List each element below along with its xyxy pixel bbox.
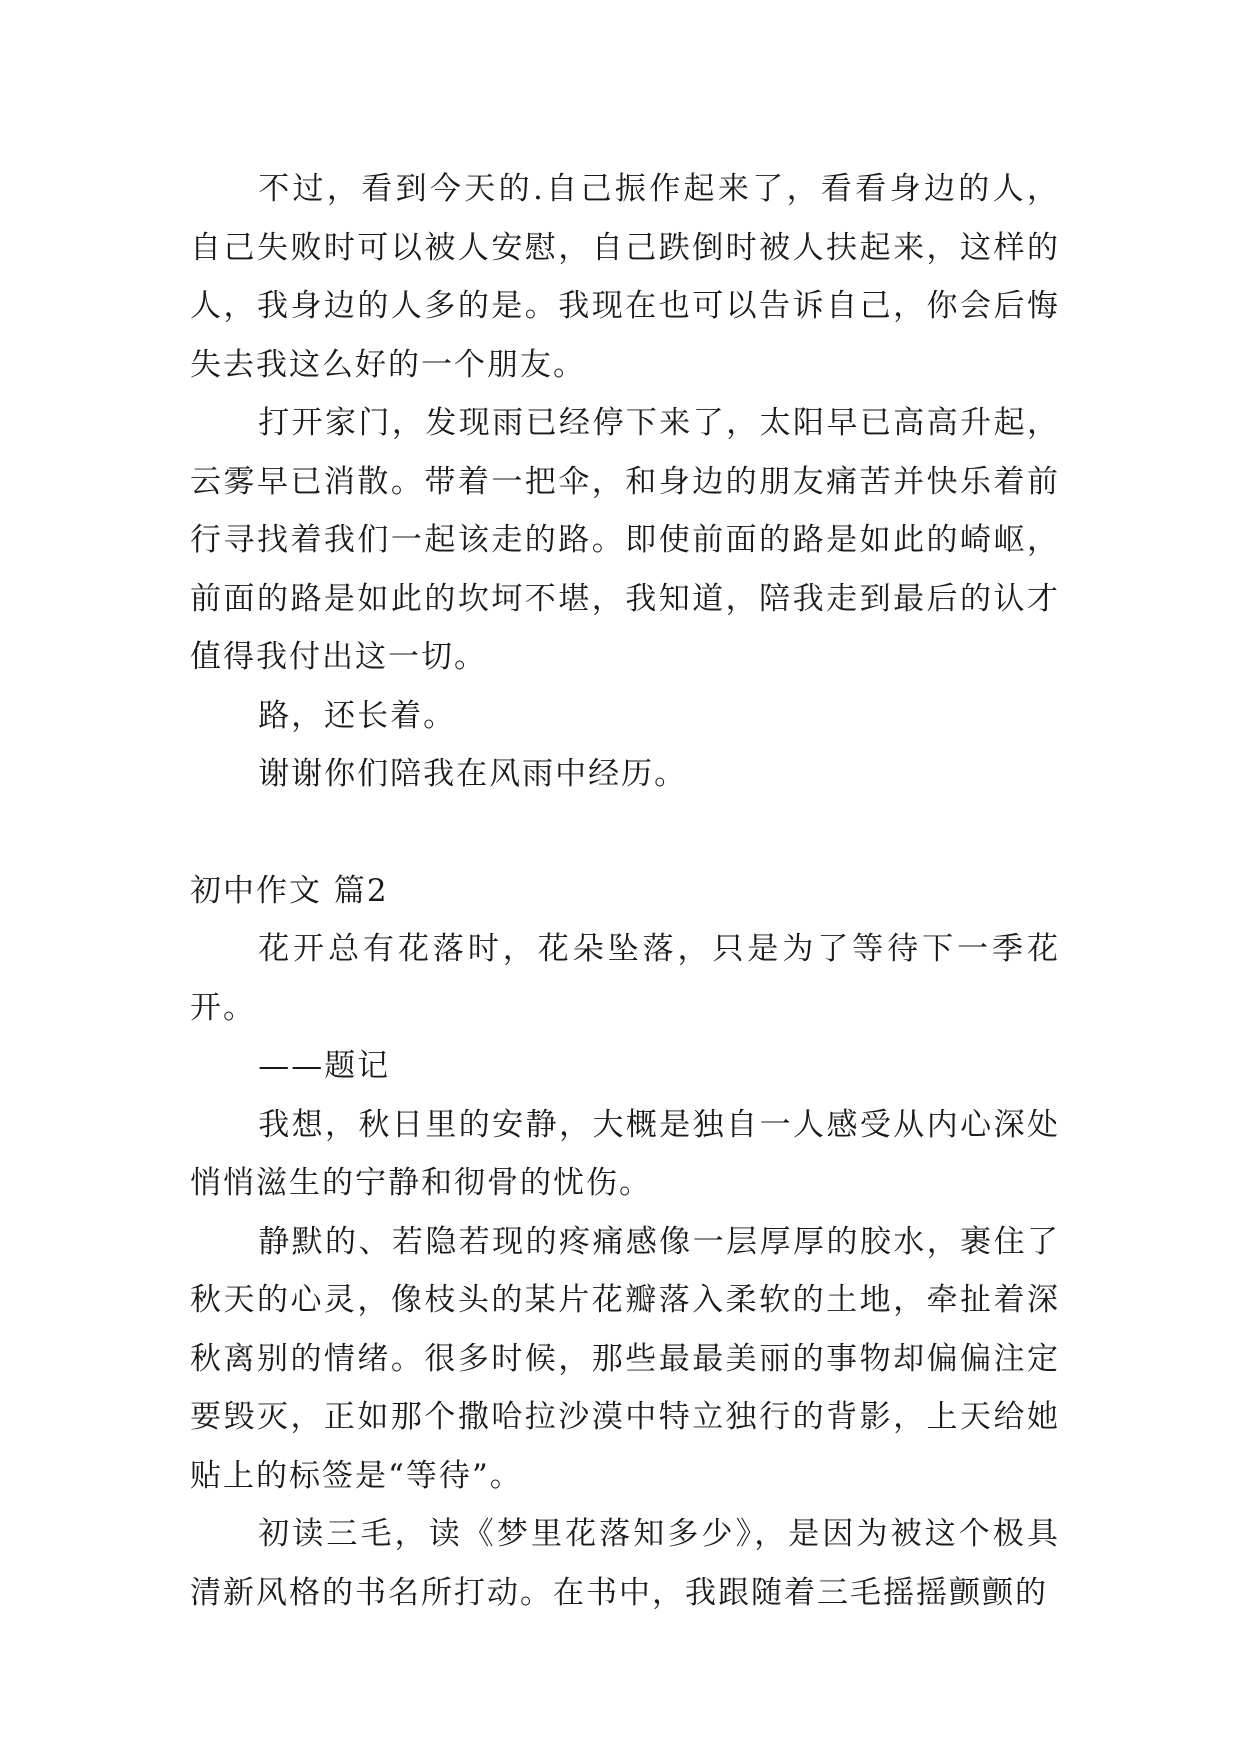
- paragraph: 花开总有花落时，花朵坠落，只是为了等待下一季花开。: [190, 931, 1060, 1026]
- article-body: [190, 160, 1060, 1622]
- paragraph: 静默的、若隐若现的疼痛感像一层厚厚的胶水，裹住了秋天的心灵，像枝头的某片花瓣落入柔软的土地，牵扯着深秋离别的情绪。很多时候，那些最最美丽的事物却偏偏注定要毁灭，正如那个撒哈拉沙漠中特立独行的背影，上天给她贴上的标签是“等待”。: [190, 1223, 1060, 1494]
- section-heading: 初中作文 篇2: [190, 872, 389, 909]
- paragraph: 谢谢你们陪我在风雨中经历。: [258, 756, 688, 792]
- paragraph: 打开家门，发现雨已经停下来了，太阳早已高高升起，云雾早已消散。带着一把伞，和身边的朋友痛苦并快乐着前行寻找着我们一起该走的路。即使前面的路是如此的崎岖，前面的路是如此的坎坷不堪，我知道，陪我走到最后的认才值得我付出这一切。: [190, 405, 1060, 675]
- paragraph: ——题记: [258, 1048, 391, 1084]
- paragraph: 初读三毛，读《梦里花落知多少》，是因为被这个极具清新风格的书名所打动。在书中，我跟随着三毛摇摇颤颤的: [190, 1516, 1060, 1611]
- paragraph: 我想，秋日里的安静，大概是独自一人感受从内心深处悄悄滋生的宁静和彻骨的忧伤。: [190, 1106, 1060, 1201]
- paragraph: 路，还长着。: [258, 697, 457, 734]
- paragraph: 不过，看到今天的.自己振作起来了，看看身边的人，自己失败时可以被人安慰，自己跌倒时被人扶起来，这样的人，我身边的人多的是。我现在也可以告诉自己，你会后悔失去我这么好的一个朋友。: [190, 171, 1060, 383]
